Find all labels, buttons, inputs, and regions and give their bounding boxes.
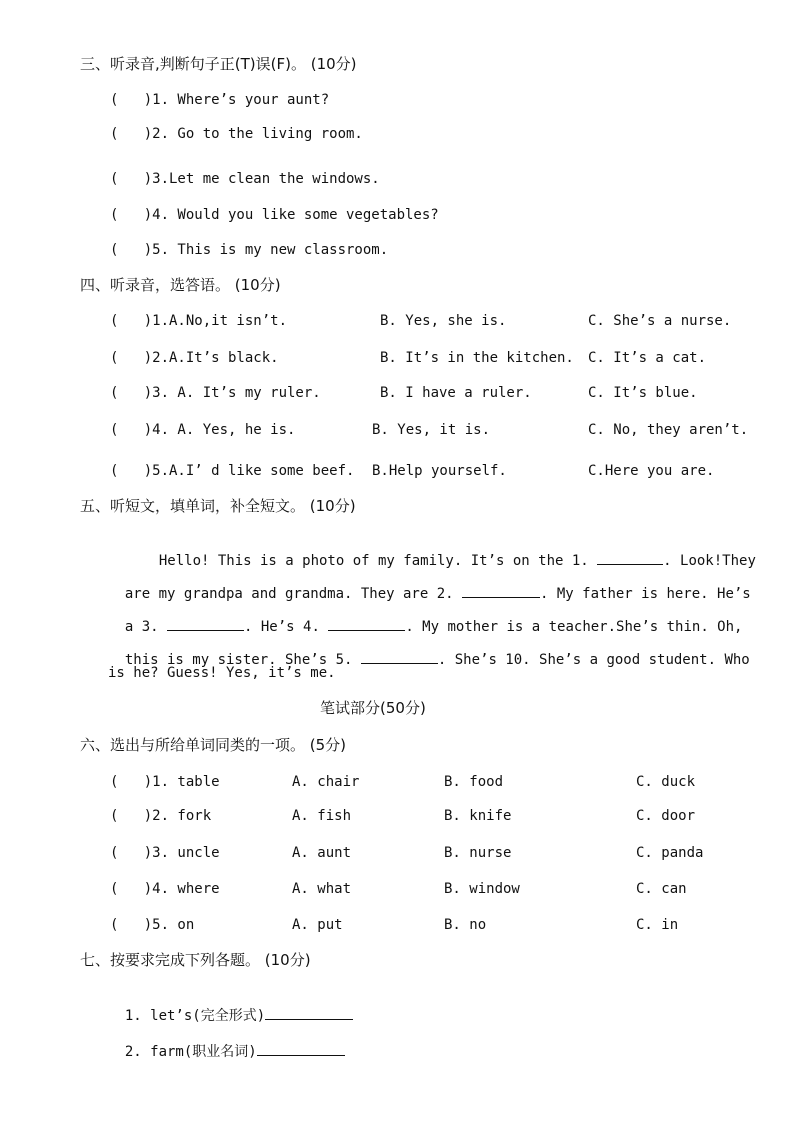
s7-item-2 bbox=[108, 1023, 345, 1061]
s6-q1-a: A. chair bbox=[292, 774, 360, 790]
s4-q5-b: B.Help yourself. bbox=[372, 463, 507, 479]
s4-q3-c: C. It’s blue. bbox=[588, 385, 698, 401]
section-6-title: 六、选出与所给单词同类的一项。 (5分) bbox=[80, 736, 347, 754]
s4-q2-c: C. It’s a cat. bbox=[588, 350, 707, 366]
s4-q4-c: C. No, they aren’t. bbox=[588, 422, 749, 438]
s6-q5-c: C. in bbox=[636, 917, 679, 933]
s4-q1: ( )1.A.No,it isn’t. bbox=[110, 313, 288, 329]
s6-q2-a: A. fish bbox=[292, 808, 352, 824]
section-5-title: 五、听短文，填单词，补全短文。 (10分) bbox=[80, 497, 356, 515]
s6-q5-a: A. put bbox=[292, 917, 343, 933]
s4-q5-c: C.Here you are. bbox=[588, 463, 715, 479]
s3-item-5: ( )5. This is my new classroom. bbox=[110, 242, 389, 258]
s7-blank-2[interactable] bbox=[257, 1041, 345, 1056]
s4-q4: ( )4. A. Yes, he is. bbox=[110, 422, 296, 438]
s6-q1-c: C. duck bbox=[636, 774, 696, 790]
s6-q4-a: A. what bbox=[292, 881, 352, 897]
s5-line-3-a: a 3. bbox=[124, 619, 168, 635]
s6-q4-b: B. window bbox=[444, 881, 520, 897]
s7-blank-1[interactable] bbox=[265, 1005, 353, 1020]
s6-q2-b: B. knife bbox=[444, 808, 512, 824]
blank-3[interactable] bbox=[167, 616, 244, 631]
s5-line-1-b: . Look!They bbox=[663, 553, 756, 569]
s6-q3-b: B. nurse bbox=[444, 845, 512, 861]
s6-q4-c: C. can bbox=[636, 881, 687, 897]
s4-q1-b: B. Yes, she is. bbox=[380, 313, 507, 329]
s6-q3: ( )3. uncle bbox=[110, 845, 220, 861]
s6-q5-b: B. no bbox=[444, 917, 487, 933]
s3-item-1: ( )1. Where’s your aunt? bbox=[110, 92, 330, 108]
s6-q2: ( )2. fork bbox=[110, 808, 212, 824]
s6-q3-a: A. aunt bbox=[292, 845, 352, 861]
s5-line-4-b: . She’s 10. She’s a good student. Who bbox=[437, 652, 750, 668]
s5-line-2-b: . My father is here. He’s bbox=[540, 586, 751, 602]
s5-line-4-a: this is my sister. She’s 5. bbox=[124, 652, 361, 668]
blank-1[interactable] bbox=[597, 550, 663, 565]
s4-q2: ( )2.A.It’s black. bbox=[110, 350, 279, 366]
s4-q1-c: C. She’s a nurse. bbox=[588, 313, 732, 329]
s6-q2-c: C. door bbox=[636, 808, 696, 824]
s6-q3-c: C. panda bbox=[636, 845, 704, 861]
s3-item-4: ( )4. Would you like some vegetables? bbox=[110, 207, 439, 223]
section-7-title: 七、按要求完成下列各题。 (10分) bbox=[80, 951, 311, 969]
blank-5[interactable] bbox=[361, 649, 438, 664]
s6-q5: ( )5. on bbox=[110, 917, 195, 933]
s5-line-5: is he? Guess! Yes, it’s me. bbox=[108, 665, 336, 681]
s5-line-3-b: . He’s 4. bbox=[244, 619, 329, 635]
s4-q3-b: B. I have a ruler. bbox=[380, 385, 532, 401]
s3-item-3: ( )3.Let me clean the windows. bbox=[110, 171, 380, 187]
s6-q1: ( )1. table bbox=[110, 774, 220, 790]
s3-item-2: ( )2. Go to the living room. bbox=[110, 126, 363, 142]
s4-q4-b: B. Yes, it is. bbox=[372, 422, 491, 438]
s6-q1-b: B. food bbox=[444, 774, 504, 790]
blank-4[interactable] bbox=[328, 616, 405, 631]
s4-q5: ( )5.A.I’ d like some beef. bbox=[110, 463, 355, 479]
s5-line-1-a: Hello! This is a photo of my family. It’s on the 1. bbox=[158, 553, 598, 569]
section-3-title: 三、听录音,判断句子正(T)误(F)。 (10分) bbox=[80, 55, 357, 73]
s5-line-2-a: are my grandpa and grandma. They are 2. bbox=[124, 586, 463, 602]
s7-item-1-label: 1. let’s(完全形式) bbox=[124, 1008, 266, 1024]
blank-2[interactable] bbox=[462, 583, 540, 598]
s7-item-2-label: 2. farm(职业名词) bbox=[124, 1044, 257, 1060]
s4-q3: ( )3. A. It’s my ruler. bbox=[110, 385, 321, 401]
section-4-title: 四、听录音，选答语。 (10分) bbox=[80, 276, 281, 294]
s4-q2-b: B. It’s in the kitchen. bbox=[380, 350, 574, 366]
s7-item-1 bbox=[108, 987, 353, 1025]
s5-line-3-c: . My mother is a teacher.She’s thin. Oh, bbox=[405, 619, 743, 635]
s6-q4: ( )4. where bbox=[110, 881, 220, 897]
written-part-heading: 笔试部分(50分) bbox=[320, 699, 426, 717]
